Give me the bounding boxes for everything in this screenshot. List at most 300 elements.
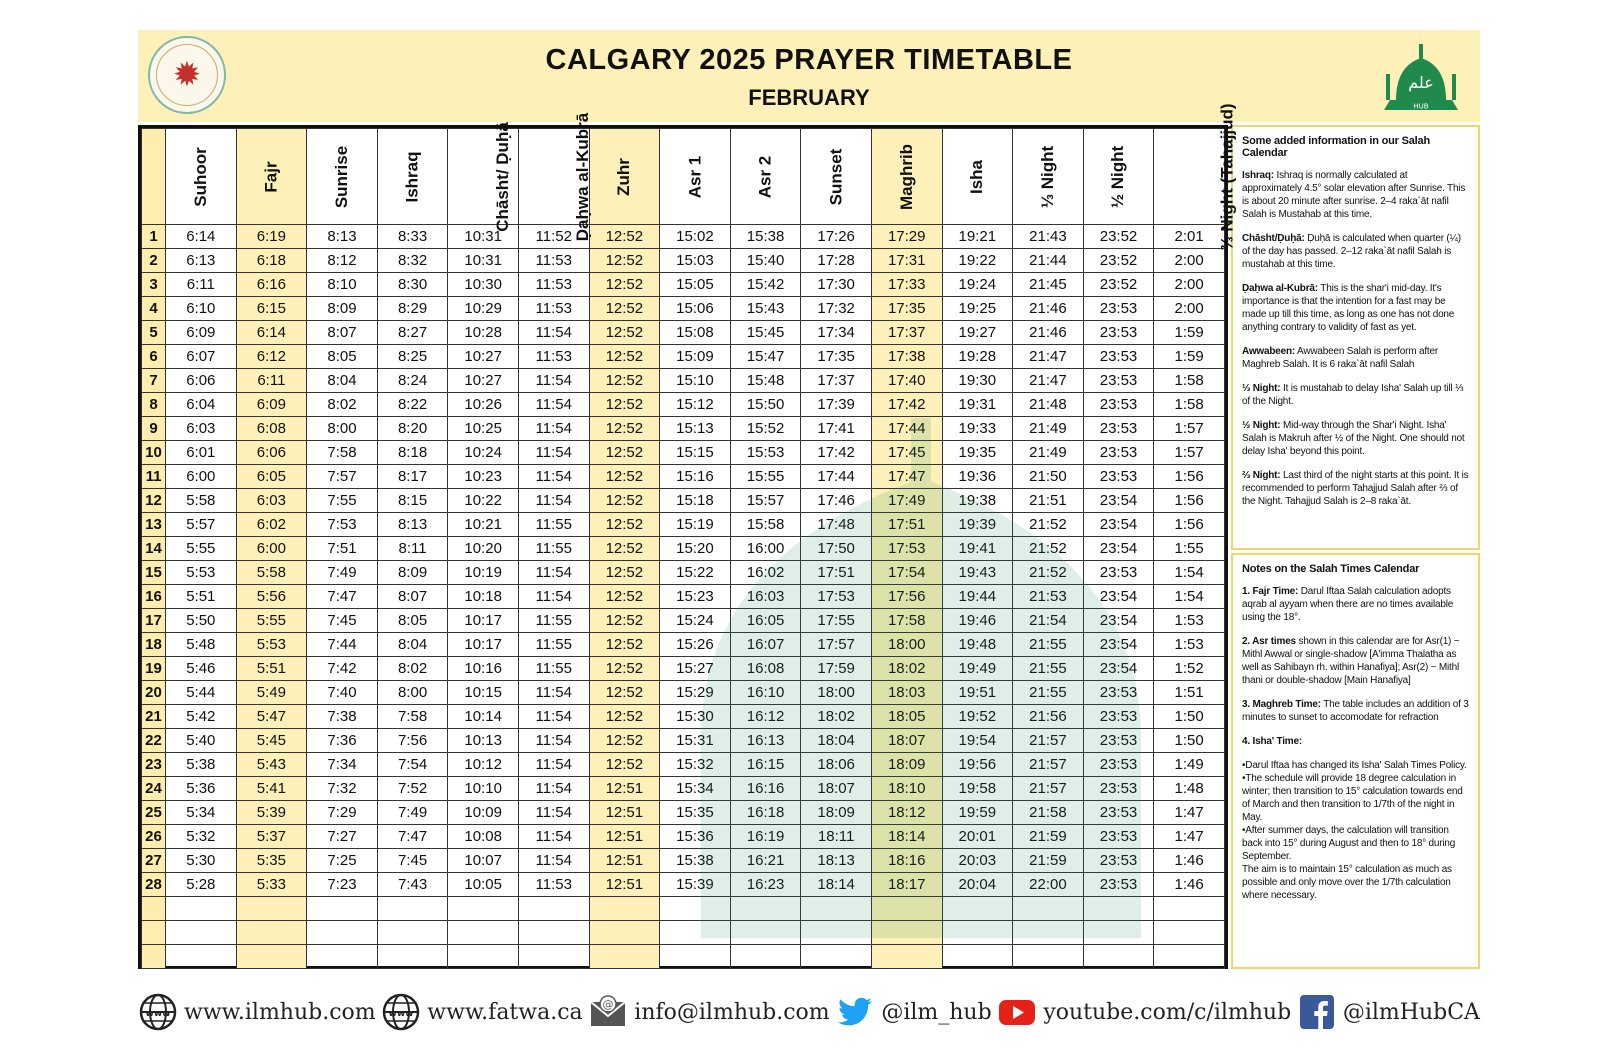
- time-cell: 10:17: [448, 609, 519, 633]
- empty-cell: [166, 897, 237, 921]
- time-cell: 19:21: [942, 225, 1013, 249]
- info-item-label: 4. Isha' Time:: [1242, 736, 1302, 747]
- time-cell: 21:53: [1013, 585, 1084, 609]
- time-cell: 15:52: [730, 417, 801, 441]
- time-cell: 16:00: [730, 537, 801, 561]
- info-item-text: Mid-way through the Shar'i Night. Isha' Salah is Makruh after ½ of the Night. One should not delay Isha' beyond this point.: [1242, 420, 1465, 457]
- time-cell: 12:52: [589, 753, 660, 777]
- time-cell: 11:54: [518, 561, 589, 585]
- time-cell: 17:49: [871, 489, 942, 513]
- empty-cell: [377, 897, 448, 921]
- empty-cell: [236, 921, 307, 945]
- time-cell: 17:30: [801, 273, 872, 297]
- day-number: 14: [142, 537, 166, 561]
- time-cell: 7:54: [377, 753, 448, 777]
- time-cell: 1:54: [1154, 585, 1225, 609]
- time-cell: 12:52: [589, 729, 660, 753]
- footer-link-text[interactable]: @ilmHubCA: [1342, 999, 1480, 1025]
- time-cell: 15:48: [730, 369, 801, 393]
- time-cell: 23:53: [1083, 681, 1154, 705]
- time-cell: 7:47: [377, 825, 448, 849]
- time-cell: 18:06: [801, 753, 872, 777]
- info-item-label: 3. Maghreb Time:: [1242, 699, 1321, 710]
- time-cell: 15:50: [730, 393, 801, 417]
- time-cell: 11:54: [518, 585, 589, 609]
- table-body: [142, 225, 1225, 969]
- time-cell: 16:23: [730, 873, 801, 897]
- time-cell: 5:34: [166, 801, 237, 825]
- time-cell: 5:37: [236, 825, 307, 849]
- time-cell: 19:59: [942, 801, 1013, 825]
- time-cell: 17:53: [801, 585, 872, 609]
- table-row: [142, 489, 1225, 513]
- info-item-label: ⅔ Night:: [1242, 470, 1281, 481]
- day-number: 27: [142, 849, 166, 873]
- time-cell: 1:56: [1154, 513, 1225, 537]
- time-cell: 21:59: [1013, 825, 1084, 849]
- day-number: 13: [142, 513, 166, 537]
- time-cell: 12:52: [589, 633, 660, 657]
- footer-link-text[interactable]: info@ilmhub.com: [634, 999, 830, 1025]
- time-cell: 8:25: [377, 345, 448, 369]
- time-cell: 18:02: [871, 657, 942, 681]
- time-cell: 12:52: [589, 297, 660, 321]
- empty-cell: [142, 945, 166, 969]
- time-cell: 2:01: [1154, 225, 1225, 249]
- time-cell: 21:46: [1013, 297, 1084, 321]
- time-cell: 19:51: [942, 681, 1013, 705]
- time-cell: 21:52: [1013, 561, 1084, 585]
- time-cell: 10:23: [448, 465, 519, 489]
- time-cell: 1:53: [1154, 609, 1225, 633]
- time-cell: 15:35: [660, 801, 731, 825]
- empty-cell: [1154, 897, 1225, 921]
- time-cell: 7:53: [307, 513, 378, 537]
- time-cell: 2:00: [1154, 297, 1225, 321]
- svg-text:www: www: [388, 1009, 414, 1019]
- time-cell: 17:42: [801, 441, 872, 465]
- day-number: 24: [142, 777, 166, 801]
- time-cell: 23:53: [1083, 321, 1154, 345]
- time-cell: 15:45: [730, 321, 801, 345]
- time-cell: 18:09: [801, 801, 872, 825]
- time-cell: 23:53: [1083, 801, 1154, 825]
- info-item-label: Awwabeen:: [1242, 346, 1296, 357]
- time-cell: 5:45: [236, 729, 307, 753]
- day-number: 6: [142, 345, 166, 369]
- time-cell: 21:52: [1013, 537, 1084, 561]
- empty-cell: [1083, 921, 1154, 945]
- empty-cell: [942, 897, 1013, 921]
- info-item-label: Ishraq:: [1242, 170, 1274, 181]
- time-cell: 19:25: [942, 297, 1013, 321]
- time-cell: 15:29: [660, 681, 731, 705]
- table-row: [142, 753, 1225, 777]
- time-cell: 1:47: [1154, 825, 1225, 849]
- time-cell: 21:52: [1013, 513, 1084, 537]
- day-number: 26: [142, 825, 166, 849]
- time-cell: 8:04: [307, 369, 378, 393]
- info-item-label: ½ Night:: [1242, 420, 1281, 431]
- empty-cell: [236, 897, 307, 921]
- column-header-label: ½ Night: [1108, 145, 1128, 208]
- time-cell: 17:44: [801, 465, 872, 489]
- time-cell: 7:56: [377, 729, 448, 753]
- day-number: 15: [142, 561, 166, 585]
- time-cell: 15:27: [660, 657, 731, 681]
- time-cell: 7:49: [377, 801, 448, 825]
- column-header-label: Fajr: [261, 160, 281, 193]
- facebook-icon: [1297, 992, 1337, 1032]
- time-cell: 6:15: [236, 297, 307, 321]
- time-cell: 12:52: [589, 657, 660, 681]
- time-cell: 12:51: [589, 777, 660, 801]
- table-row: [142, 393, 1225, 417]
- time-cell: 10:05: [448, 873, 519, 897]
- globe-icon: [138, 992, 178, 1032]
- footer-link-text[interactable]: youtube.com/c/ilmhub: [1043, 999, 1292, 1025]
- time-cell: 19:46: [942, 609, 1013, 633]
- time-cell: 12:52: [589, 369, 660, 393]
- time-cell: 16:19: [730, 825, 801, 849]
- time-cell: 12:52: [589, 681, 660, 705]
- time-cell: 17:54: [871, 561, 942, 585]
- footer: [138, 990, 1480, 1034]
- time-cell: 21:44: [1013, 249, 1084, 273]
- time-cell: 8:00: [307, 417, 378, 441]
- empty-cell: [307, 921, 378, 945]
- info-item: [1242, 169, 1469, 221]
- time-cell: 18:07: [801, 777, 872, 801]
- info-item: [1242, 419, 1469, 458]
- time-cell: 10:20: [448, 537, 519, 561]
- time-cell: 12:51: [589, 873, 660, 897]
- time-cell: 1:59: [1154, 321, 1225, 345]
- empty-cell: [236, 945, 307, 969]
- time-cell: 8:10: [307, 273, 378, 297]
- table-row: [142, 633, 1225, 657]
- time-cell: 1:59: [1154, 345, 1225, 369]
- time-cell: 15:55: [730, 465, 801, 489]
- table-header-row: [142, 129, 1225, 225]
- time-cell: 17:29: [871, 225, 942, 249]
- time-cell: 15:39: [660, 873, 731, 897]
- info-item: [1242, 282, 1469, 334]
- info-item: [1242, 735, 1469, 748]
- table-row: [142, 225, 1225, 249]
- time-cell: 19:30: [942, 369, 1013, 393]
- time-cell: 17:26: [801, 225, 872, 249]
- day-number: 23: [142, 753, 166, 777]
- time-cell: 17:59: [801, 657, 872, 681]
- time-cell: 5:41: [236, 777, 307, 801]
- time-cell: 5:44: [166, 681, 237, 705]
- column-header-label: Maghrib: [896, 143, 916, 210]
- time-cell: 19:35: [942, 441, 1013, 465]
- info-panel: [1231, 125, 1480, 969]
- time-cell: 18:05: [871, 705, 942, 729]
- day-number: 25: [142, 801, 166, 825]
- time-cell: 18:03: [871, 681, 942, 705]
- time-cell: 21:50: [1013, 465, 1084, 489]
- time-cell: 23:53: [1083, 753, 1154, 777]
- time-cell: 17:28: [801, 249, 872, 273]
- time-cell: 17:33: [871, 273, 942, 297]
- footer-contact-item[interactable]: [588, 992, 829, 1032]
- time-cell: 1:51: [1154, 681, 1225, 705]
- time-cell: 11:54: [518, 465, 589, 489]
- table-row: [142, 537, 1225, 561]
- time-cell: 19:43: [942, 561, 1013, 585]
- time-cell: 6:03: [236, 489, 307, 513]
- time-cell: 12:52: [589, 321, 660, 345]
- time-cell: 7:34: [307, 753, 378, 777]
- time-cell: 5:47: [236, 705, 307, 729]
- footer-link-text[interactable]: www.fatwa.ca: [427, 999, 583, 1025]
- time-cell: 10:08: [448, 825, 519, 849]
- time-cell: 10:22: [448, 489, 519, 513]
- time-cell: 1:46: [1154, 873, 1225, 897]
- empty-cell: [377, 921, 448, 945]
- time-cell: 5:40: [166, 729, 237, 753]
- column-header-label: Zuhr: [614, 157, 634, 196]
- empty-cell: [589, 897, 660, 921]
- time-cell: 1:57: [1154, 417, 1225, 441]
- time-cell: 5:36: [166, 777, 237, 801]
- globe-icon: [381, 992, 421, 1032]
- footer-contact-item[interactable]: [381, 992, 582, 1032]
- time-cell: 15:31: [660, 729, 731, 753]
- time-cell: 1:56: [1154, 489, 1225, 513]
- time-cell: 17:53: [871, 537, 942, 561]
- time-cell: 8:04: [377, 633, 448, 657]
- table-row: [142, 273, 1225, 297]
- time-cell: 8:18: [377, 441, 448, 465]
- empty-cell: [730, 945, 801, 969]
- empty-cell: [801, 921, 872, 945]
- info-item: [1242, 345, 1469, 371]
- time-cell: 6:07: [166, 345, 237, 369]
- time-cell: 7:32: [307, 777, 378, 801]
- time-cell: 10:15: [448, 681, 519, 705]
- empty-cell: [166, 945, 237, 969]
- time-cell: 17:38: [871, 345, 942, 369]
- time-cell: 23:53: [1083, 561, 1154, 585]
- empty-cell: [518, 897, 589, 921]
- time-cell: 21:55: [1013, 633, 1084, 657]
- time-cell: 21:58: [1013, 801, 1084, 825]
- time-cell: 11:53: [518, 297, 589, 321]
- time-cell: 15:08: [660, 321, 731, 345]
- time-cell: 23:53: [1083, 369, 1154, 393]
- time-cell: 17:42: [871, 393, 942, 417]
- time-cell: 8:12: [307, 249, 378, 273]
- time-cell: 16:12: [730, 705, 801, 729]
- time-cell: 19:58: [942, 777, 1013, 801]
- empty-cell: [730, 921, 801, 945]
- time-cell: 6:06: [166, 369, 237, 393]
- time-cell: 17:51: [871, 513, 942, 537]
- time-cell: 5:58: [166, 489, 237, 513]
- time-cell: 10:29: [448, 297, 519, 321]
- time-cell: 15:30: [660, 705, 731, 729]
- time-cell: 17:34: [801, 321, 872, 345]
- time-cell: 7:49: [307, 561, 378, 585]
- time-cell: 21:56: [1013, 705, 1084, 729]
- info-item: [1242, 585, 1469, 624]
- time-cell: 19:41: [942, 537, 1013, 561]
- time-cell: 19:56: [942, 753, 1013, 777]
- time-cell: 10:18: [448, 585, 519, 609]
- time-cell: 15:38: [660, 849, 731, 873]
- time-cell: 6:14: [236, 321, 307, 345]
- column-header: [730, 129, 801, 225]
- time-cell: 1:52: [1154, 657, 1225, 681]
- time-cell: 21:49: [1013, 441, 1084, 465]
- time-cell: 15:47: [730, 345, 801, 369]
- footer-contact-item[interactable]: [835, 992, 991, 1032]
- time-cell: 6:11: [166, 273, 237, 297]
- info-item: [1242, 232, 1469, 271]
- time-cell: 12:52: [589, 225, 660, 249]
- time-cell: 11:55: [518, 657, 589, 681]
- time-cell: 15:15: [660, 441, 731, 465]
- time-cell: 11:54: [518, 489, 589, 513]
- isha-policy-note: •After summer days, the calculation will transition back into 15° during August and then to 18° during September.: [1242, 825, 1456, 862]
- time-cell: 11:54: [518, 753, 589, 777]
- day-number: 19: [142, 657, 166, 681]
- time-cell: 20:03: [942, 849, 1013, 873]
- info-item-text: This is the shar'i mid-day. It's importance is that the intention for a fast may be made up till this time, as long as one has not done anything contrary to validity of fast as yet.: [1242, 283, 1455, 333]
- time-cell: 11:54: [518, 777, 589, 801]
- day-number: 21: [142, 705, 166, 729]
- time-cell: 21:59: [1013, 849, 1084, 873]
- time-cell: 17:40: [871, 369, 942, 393]
- time-cell: 7:43: [377, 873, 448, 897]
- empty-cell: [942, 921, 1013, 945]
- time-cell: 17:50: [801, 537, 872, 561]
- time-cell: 12:52: [589, 585, 660, 609]
- column-header: [448, 121, 519, 232]
- column-header-label: Sunset: [826, 148, 846, 205]
- time-cell: 23:53: [1083, 705, 1154, 729]
- time-cell: 8:00: [377, 681, 448, 705]
- time-cell: 19:52: [942, 705, 1013, 729]
- day-number: 9: [142, 417, 166, 441]
- time-cell: 10:31: [448, 249, 519, 273]
- time-cell: 18:14: [871, 825, 942, 849]
- time-cell: 11:53: [518, 273, 589, 297]
- empty-row: [142, 897, 1225, 921]
- time-cell: 7:55: [307, 489, 378, 513]
- time-cell: 12:52: [589, 345, 660, 369]
- time-cell: 7:27: [307, 825, 378, 849]
- time-cell: 23:54: [1083, 537, 1154, 561]
- time-cell: 1:54: [1154, 561, 1225, 585]
- column-header-label: Isha: [967, 159, 987, 194]
- table-row: [142, 513, 1225, 537]
- column-header: [236, 129, 307, 225]
- time-cell: 6:00: [166, 465, 237, 489]
- info-item-label: Ḍaḥwa al-Kubrā:: [1242, 283, 1318, 294]
- info-item-text: Ḍuḥā is calculated when quarter (¼) of the day has passed. 2–12 raka`āt nafil Salah is mustahab at this time.: [1242, 233, 1461, 270]
- empty-cell: [1083, 945, 1154, 969]
- column-header-label: Sunrise: [331, 145, 351, 208]
- time-cell: 11:53: [518, 249, 589, 273]
- time-cell: 17:31: [871, 249, 942, 273]
- time-cell: 10:31: [448, 225, 519, 249]
- time-cell: 8:32: [377, 249, 448, 273]
- time-cell: 1:47: [1154, 801, 1225, 825]
- time-cell: 12:52: [589, 609, 660, 633]
- time-cell: 6:05: [236, 465, 307, 489]
- isha-policy-note: •The schedule will provide 18 degree calculation in winter; then transition to 15° calculation towards end of March and then transition to 1/7th of the night in May.: [1242, 773, 1463, 823]
- time-cell: 5:51: [166, 585, 237, 609]
- time-cell: 10:16: [448, 657, 519, 681]
- time-cell: 21:47: [1013, 369, 1084, 393]
- time-cell: 23:53: [1083, 417, 1154, 441]
- time-cell: 23:52: [1083, 273, 1154, 297]
- time-cell: 17:55: [801, 609, 872, 633]
- table-row: [142, 417, 1225, 441]
- table-row: [142, 297, 1225, 321]
- isha-policy-note: •Darul Iftaa has changed its Isha' Salah Times Policy.: [1242, 760, 1467, 771]
- time-cell: 15:24: [660, 609, 731, 633]
- time-cell: 7:38: [307, 705, 378, 729]
- footer-contact-item[interactable]: [138, 992, 376, 1032]
- time-cell: 1:56: [1154, 465, 1225, 489]
- time-cell: 16:15: [730, 753, 801, 777]
- maple-leaf-icon: ✹: [172, 56, 202, 94]
- info-item-text: Last third of the night starts at this point. It is recommended to perform Tahajjud Salah after ⅔ of the Night. Tahajjud Salah is 2–8 raka`āt.: [1242, 470, 1469, 507]
- time-cell: 5:53: [166, 561, 237, 585]
- time-cell: 10:07: [448, 849, 519, 873]
- time-cell: 1:53: [1154, 633, 1225, 657]
- time-cell: 19:33: [942, 417, 1013, 441]
- time-cell: 5:30: [166, 849, 237, 873]
- time-cell: 23:53: [1083, 729, 1154, 753]
- time-cell: 6:14: [166, 225, 237, 249]
- time-cell: 8:13: [377, 513, 448, 537]
- time-cell: 7:25: [307, 849, 378, 873]
- info-item: [1242, 635, 1469, 687]
- time-cell: 17:51: [801, 561, 872, 585]
- time-cell: 23:53: [1083, 825, 1154, 849]
- time-cell: 6:03: [166, 417, 237, 441]
- table-row: [142, 705, 1225, 729]
- footer-link-text[interactable]: www.ilmhub.com: [184, 999, 376, 1025]
- time-cell: 1:58: [1154, 369, 1225, 393]
- footer-link-text[interactable]: @ilm_hub: [881, 999, 992, 1025]
- time-cell: 21:48: [1013, 393, 1084, 417]
- info-item-text: Ishraq is normally calculated at approximately 4.5° solar elevation after Sunrise. This is about 20 minute after sunrise. 2–4 raka`āt nafil Salah is Mustahab at this time.: [1242, 170, 1466, 220]
- time-cell: 17:58: [871, 609, 942, 633]
- time-cell: 16:08: [730, 657, 801, 681]
- empty-cell: [1013, 945, 1084, 969]
- time-cell: 17:32: [801, 297, 872, 321]
- time-cell: 23:53: [1083, 297, 1154, 321]
- footer-contact-item[interactable]: [1297, 992, 1480, 1032]
- time-cell: 18:13: [801, 849, 872, 873]
- time-cell: 8:29: [377, 297, 448, 321]
- time-cell: 5:46: [166, 657, 237, 681]
- time-cell: 6:06: [236, 441, 307, 465]
- time-cell: 5:42: [166, 705, 237, 729]
- footer-contact-item[interactable]: [997, 992, 1291, 1032]
- time-cell: 17:47: [871, 465, 942, 489]
- time-cell: 17:35: [801, 345, 872, 369]
- empty-cell: [518, 921, 589, 945]
